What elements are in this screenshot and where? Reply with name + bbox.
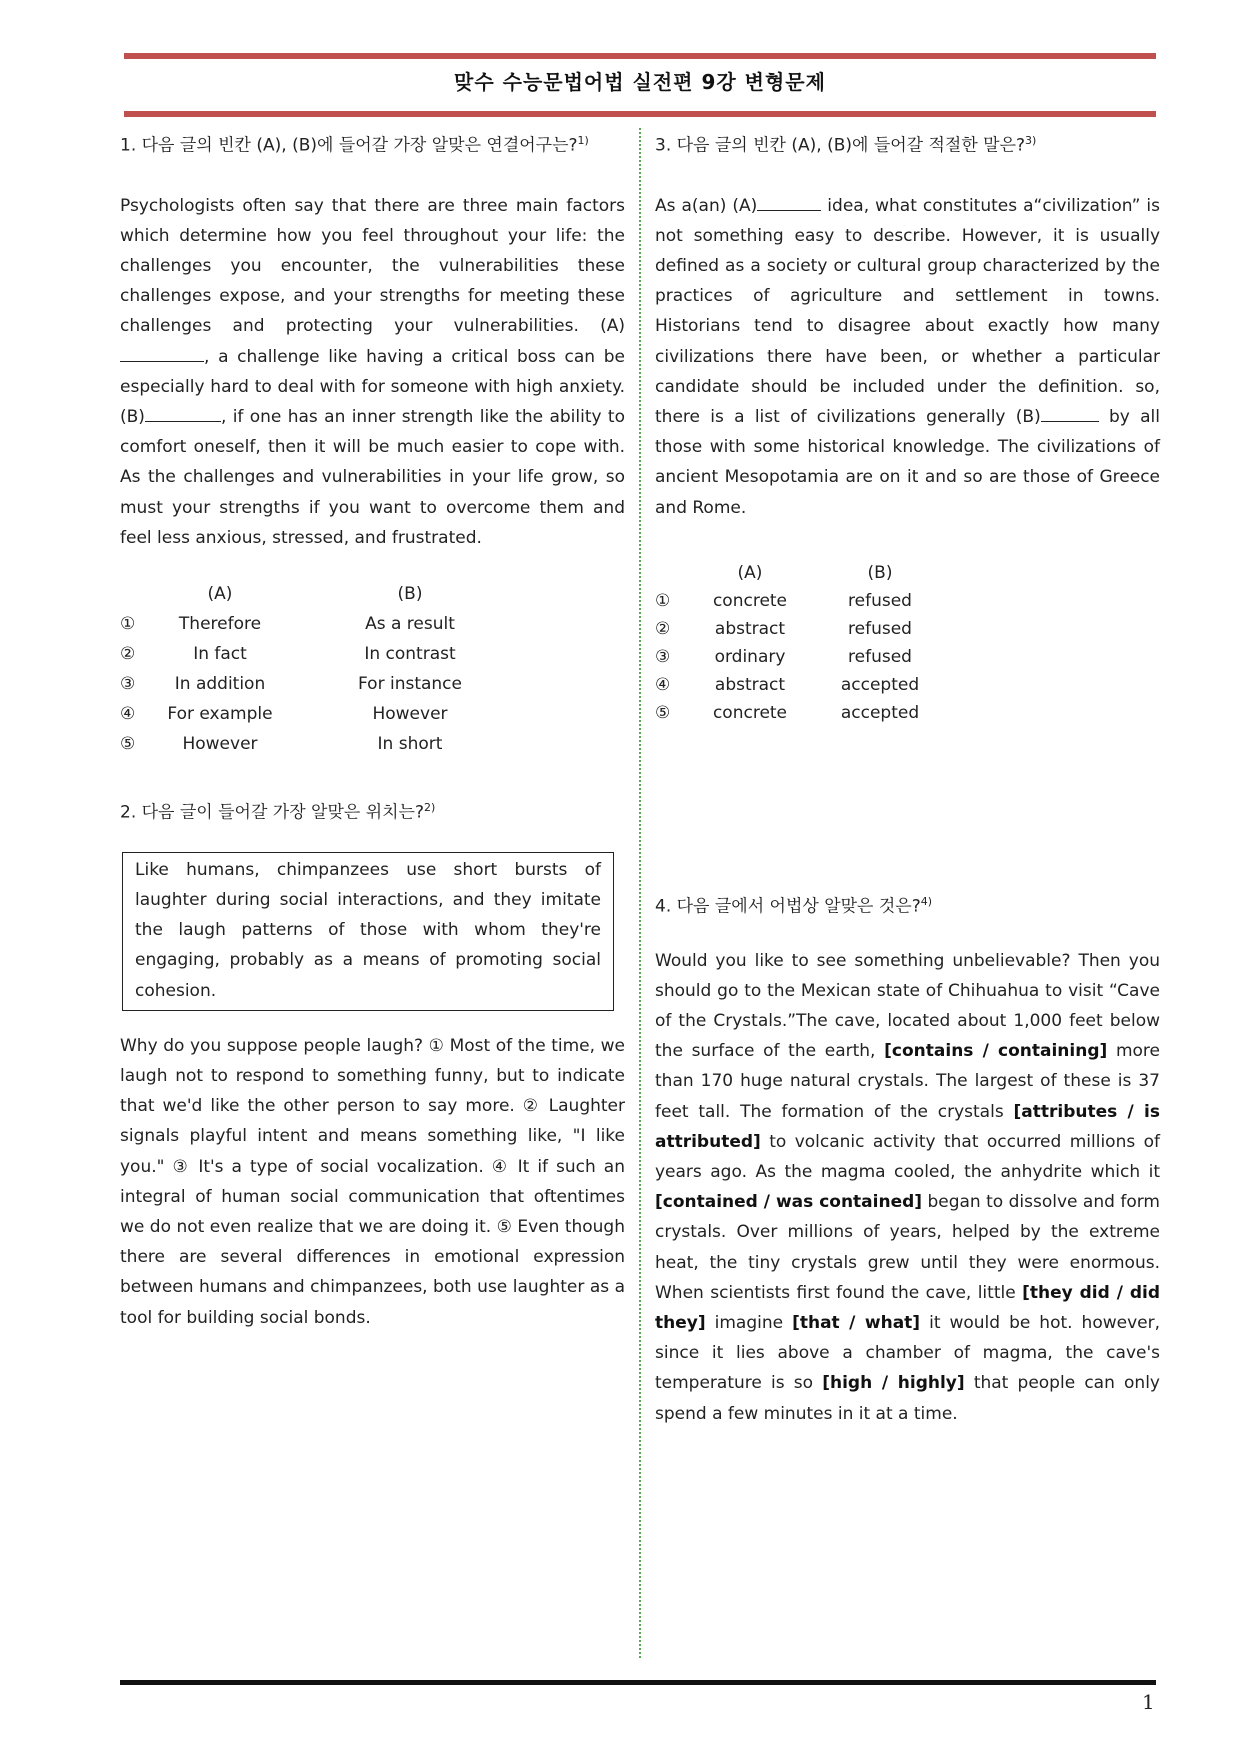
- q3-option-1[interactable]: ① concrete refused: [655, 590, 912, 611]
- q1-options-header: [120, 579, 540, 609]
- q3-footnote: 3): [1025, 134, 1037, 147]
- q3-option-2[interactable]: ② abstract refused: [655, 618, 912, 639]
- column-divider: [639, 128, 641, 1658]
- q3-col-a-label: (A): [737, 562, 763, 583]
- q1-col-a-label: (A): [207, 584, 233, 605]
- q1-options-table: [120, 579, 540, 759]
- q3-options-table: [655, 559, 955, 727]
- q3-prompt: 3. 다음 글의 빈칸 (A), (B)에 들어갈 적절한 말은?$^{3)}$: [655, 134, 1037, 156]
- q2-passage: Why do you suppose people laugh? ① Most of the time, we laugh not to respond to something funny, but to indicate that we'd like the other person to say more. ② Laughter signals playful intent and means something like, "I like you." ③ It's a type of social vocalization. ④ It if such an integral of human social communication that oftentimes we do not even realize that we are doing it. ⑤ Even though there are several differences in emotional expression between humans and chimpanzees, both use laughter as a tool for building social bonds.: [120, 1035, 625, 1328]
- question-3: [655, 126, 1160, 727]
- left-column: [120, 126, 625, 1333]
- q3-col-b-label: (B): [867, 562, 893, 583]
- right-column: [655, 126, 1160, 1429]
- question-1: [120, 126, 625, 759]
- question-2: [120, 793, 625, 1333]
- q2-footnote: 2): [424, 801, 436, 815]
- question-4: [655, 887, 1160, 1429]
- q3-options-header: [655, 559, 955, 587]
- page-title: 맞수 수능문법어법 실전편 9강 변형문제: [454, 70, 826, 94]
- page-number: 1: [1142, 1690, 1155, 1714]
- q1-option-1[interactable]: ① Therefore As a result: [120, 614, 455, 635]
- q1-blank-a: [120, 344, 204, 362]
- q4-passage: Would you like to see something unbelievable? Then you should go to the Mexican state of Chihuahua to visit “Cave of the Crystals.”The cave, located about 1,000 feet below the surface of the earth, [contains / containing] more than 170 huge natural crystals. The largest of these is 37 feet tall. The formation of the crystals [attributes / is attributed] to volcanic activity that occurred millions of years ago. As the magma cooled, the anhydrite which it [contained / was contained] began to dissolve and form crystals. Over millions of years, helped by the extreme heat, the tiny crystals grew until they were enormous. When scientists first found the cave, little [they did / did they] imagine [that / what] it would be hot. however, since it lies above a chamber of magma, the cave's temperature is so [high / highly] that people can only spend a few minutes in it at a time.: [655, 950, 1161, 1424]
- footer-rule: [120, 1680, 1156, 1685]
- q1-blank-b: [145, 404, 221, 422]
- q4-choice-5: [that / what]: [792, 1312, 921, 1333]
- header-top-rule: [124, 53, 1156, 59]
- q4-choice-6: [high / highly]: [822, 1373, 965, 1394]
- q1-option-4[interactable]: ④ For example However: [120, 704, 448, 725]
- q2-given-sentence-box: Like humans, chimpanzees use short bursts of laughter during social interactions, and they imitate the laugh patterns of those with whom they're engaging, probably as a means of promoting social cohesion.: [122, 852, 614, 1011]
- q3-option-5[interactable]: ⑤ concrete accepted: [655, 702, 920, 723]
- q4-choice-2: [attributes / is attributed]: [655, 1101, 1161, 1152]
- q3-passage: As a(an) (A) idea, what constitutes a“civilization” is not something easy to describe. However, it is usually defined as a society or cultural group characterized by the practices of agriculture and settlement in towns. Historians tend to disagree about exactly how many civilizations there have been, or whether a particular candidate should be included under the definition. so, there is a list of civilizations generally (B) by all those with some historical knowledge. The civilizations of ancient Mesopotamia are on it and so are those of Greece and Rome.: [655, 191, 1160, 523]
- q1-prompt: 1. 다음 글의 빈칸 (A), (B)에 들어갈 가장 알맞은 연결어구는?$^{1)}$: [120, 134, 589, 156]
- q2-prompt: 2. 다음 글이 들어갈 가장 알맞은 위치는?$^{2)}$: [120, 801, 436, 823]
- q3-blank-b: [1041, 404, 1099, 422]
- q1-option-3[interactable]: ③ In addition For instance: [120, 674, 462, 695]
- q1-option-5[interactable]: ⑤ However In short: [120, 734, 443, 755]
- q4-prompt: 4. 다음 글에서 어법상 알맞은 것은?$^{4)}$: [655, 894, 933, 917]
- q1-option-2[interactable]: ② In fact In contrast: [120, 644, 456, 665]
- header-bottom-rule: [124, 111, 1156, 117]
- q1-footnote: 1): [577, 134, 589, 147]
- q1-col-b-label: (B): [397, 584, 423, 605]
- q4-footnote: 4): [920, 894, 933, 908]
- q4-choice-1: [contains / containing]: [884, 1041, 1108, 1062]
- q1-passage: Psychologists often say that there are three main factors which determine how you feel throughout your life: the challenges you encounter, the vulnerabilities these challenges expose, and your strengths for meeting these challenges and protecting your vulnerabilities. (A) , a challenge like having a critical boss can be especially hard to deal with for someone with high anxiety. (B) , if one has an inner strength like the ability to comfort oneself, then it will be much easier to cope with. As the challenges and vulnerabilities in your life grow, so must your strengths if you want to overcome them and feel less anxious, stressed, and frustrated.: [120, 195, 625, 548]
- q3-blank-a: [757, 193, 821, 211]
- q3-option-3[interactable]: ③ ordinary refused: [655, 646, 912, 667]
- q4-choice-3: [contained / was contained]: [655, 1192, 923, 1213]
- q4-choice-4: [they did / did they]: [655, 1282, 1160, 1333]
- q3-option-4[interactable]: ④ abstract accepted: [655, 674, 920, 695]
